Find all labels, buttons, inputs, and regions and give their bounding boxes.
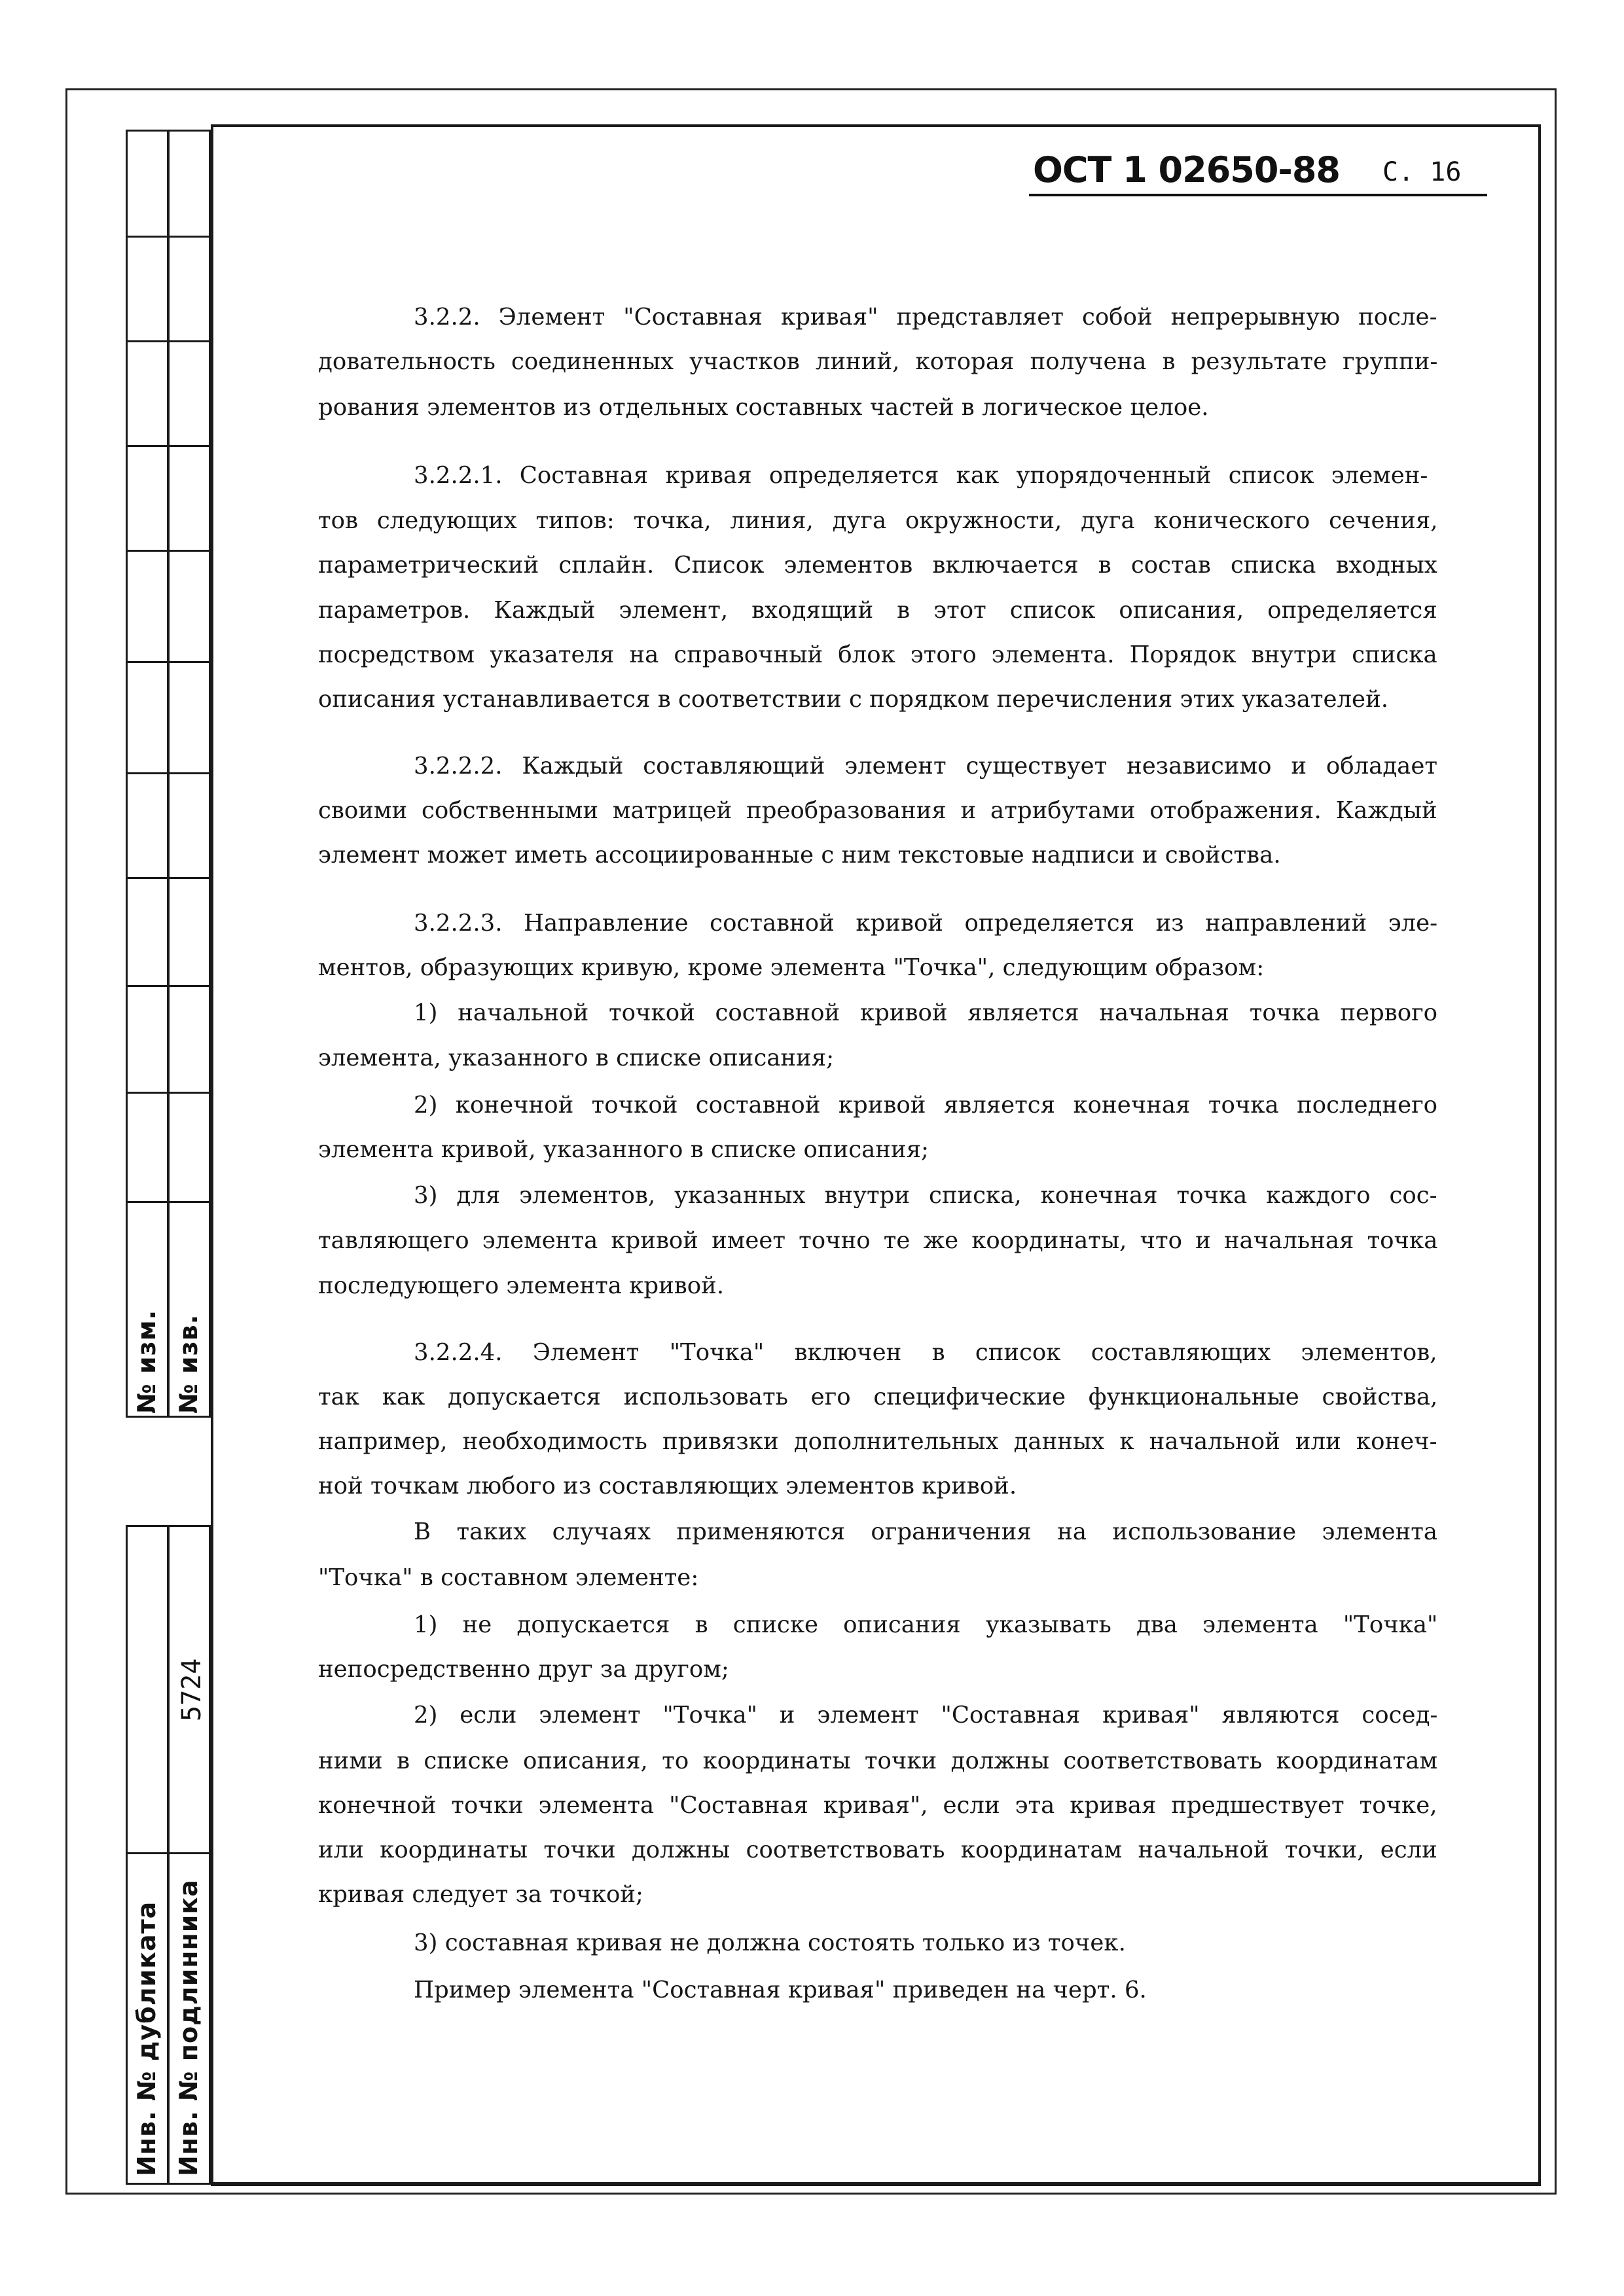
text-line: В таких случаях применяются ограничения на использование элемента — [414, 1518, 1438, 1545]
text-line: 2) если элемент "Точка" и элемент "Составная кривая" являются сосед- — [414, 1702, 1438, 1729]
text-line: посредством указателя на справочный блок этого элемента. Порядок внутри списка — [318, 641, 1437, 668]
stamp-divider — [126, 1852, 211, 1854]
text-line: довательность соединенных участков линий, которая получена в результате группи- — [318, 348, 1438, 375]
text-line: 1) начальной точкой составной кривой является начальная точка первого — [414, 999, 1438, 1026]
page-number: С. 16 — [1382, 157, 1462, 187]
text-line: 3.2.2.3. Направление составной кривой определяется из направлений эле- — [414, 910, 1438, 937]
stamp-divider — [126, 772, 211, 774]
text-line: описания устанавливается в соответствии с порядком перечисления этих указателей. — [318, 686, 1389, 713]
text-line: рования элементов из отдельных составных частей в логическое целое. — [318, 394, 1209, 421]
stamp-divider — [126, 340, 211, 342]
text-line: элемент может иметь ассоциированные с ним текстовые надписи и свойства. — [318, 842, 1281, 869]
text-line: параметров. Каждый элемент, входящий в этот список описания, определяется — [318, 597, 1437, 624]
text-line: конечной точки элемента "Составная кривая", если эта кривая предшествует точке, — [318, 1792, 1437, 1819]
text-line: 3.2.2. Элемент "Составная кривая" представляет собой непрерывную после- — [414, 304, 1437, 331]
text-line: ной точкам любого из составляющих элементов кривой. — [318, 1473, 1017, 1499]
text-line: 3) для элементов, указанных внутри списка, конечная точка каждого сос- — [414, 1182, 1437, 1209]
duplicate-inventory-label: Инв. № дубликата — [132, 1901, 161, 2176]
text-line: ментов, образующих кривую, кроме элемента "Точка", следующим образом: — [318, 954, 1265, 981]
stamp-divider — [126, 550, 211, 552]
text-line: непосредственно друг за другом; — [318, 1656, 729, 1683]
text-line: тов следующих типов: точка, линия, дуга окружности, дуга конического сечения, — [318, 507, 1438, 534]
header-underline — [1029, 194, 1487, 196]
text-line: параметрический сплайн. Список элементов включается в состав списка входных — [318, 552, 1437, 579]
text-line: 3.2.2.1. Составная кривая определяется как упорядоченный список элемен- — [414, 462, 1428, 489]
text-line: элемента, указанного в списке описания; — [318, 1045, 835, 1071]
text-line: 3.2.2.4. Элемент "Точка" включен в список составляющих элементов, — [414, 1339, 1437, 1366]
text-line: или координаты точки должны соответствовать координатам начальной точки, если — [318, 1837, 1437, 1863]
document-code: ОСТ 1 02650-88 — [1033, 149, 1340, 190]
original-inventory-number: 5724 — [177, 1658, 207, 1721]
stamp-divider — [126, 661, 211, 663]
notice-number-label: № изв. — [174, 1314, 203, 1414]
text-line: 1) не допускается в списке описания указывать два элемента "Точка" — [414, 1611, 1438, 1638]
original-inventory-label: Инв. № подлинника — [174, 1879, 203, 2176]
text-line: ними в списке описания, то координаты точки должны соответствовать координатам — [318, 1748, 1438, 1774]
text-line: Пример элемента "Составная кривая" приведен на черт. 6. — [414, 1977, 1147, 2003]
text-line: элемента кривой, указанного в списке описания; — [318, 1136, 929, 1163]
text-line: тавляющего элемента кривой имеет точно те же координаты, что и начальная точка — [318, 1227, 1438, 1254]
text-line: "Точка" в составном элементе: — [318, 1564, 699, 1591]
text-line: 3.2.2.2. Каждый составляющий элемент существует независимо и обладает — [414, 753, 1437, 780]
stamp-divider — [126, 877, 211, 879]
text-line: последующего элемента кривой. — [318, 1272, 725, 1299]
text-line: своими собственными матрицей преобразования и атрибутами отображения. Каждый — [318, 797, 1437, 824]
stamp-divider — [126, 236, 211, 238]
stamp-divider — [126, 1092, 211, 1094]
change-number-label: № изм. — [132, 1309, 161, 1414]
text-line: кривая следует за точкой; — [318, 1881, 643, 1908]
text-line: 2) конечной точкой составной кривой является конечная точка последнего — [414, 1092, 1438, 1119]
stamp-divider — [126, 985, 211, 987]
stamp-divider — [126, 1201, 211, 1203]
text-line: например, необходимость привязки дополнительных данных к начальной или конеч- — [318, 1428, 1437, 1455]
text-line: 3) составная кривая не должна состоять только из точек. — [414, 1929, 1126, 1956]
stamp-divider — [126, 445, 211, 447]
text-line: так как допускается использовать его специфические функциональные свойства, — [318, 1384, 1438, 1410]
